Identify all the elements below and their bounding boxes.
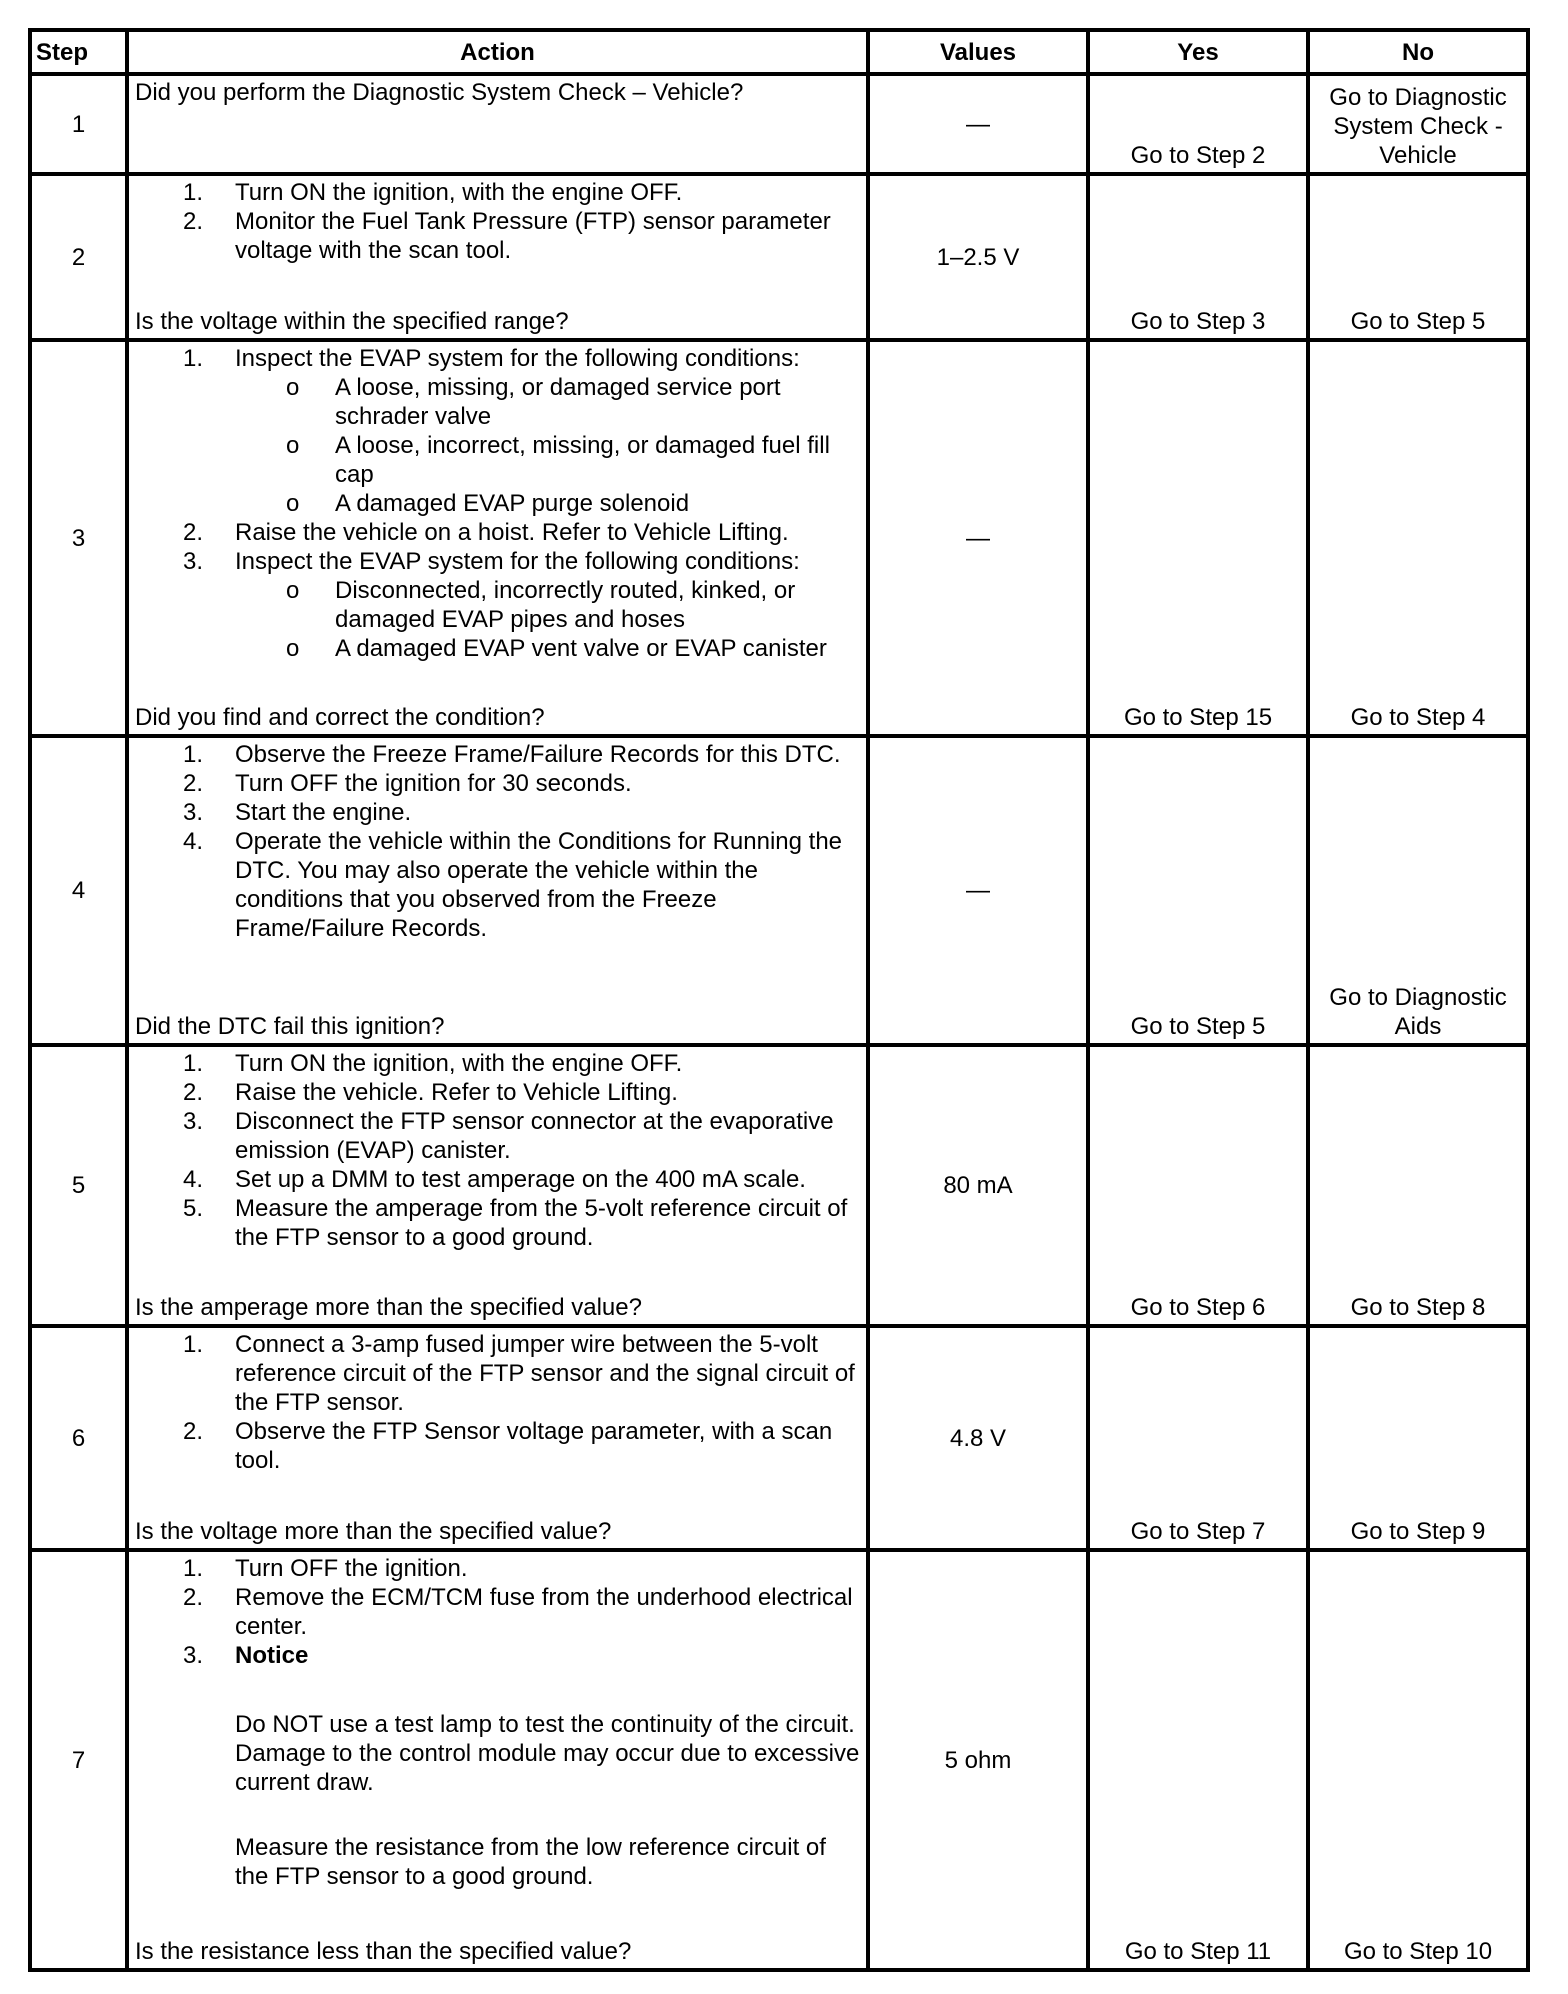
action-cell bbox=[127, 1326, 868, 1550]
no-link[interactable]: Go to Diagnostic Aids bbox=[1308, 736, 1528, 1045]
action-question: Is the voltage more than the specified value? bbox=[135, 1518, 612, 1545]
action-steps bbox=[135, 740, 860, 943]
action-step-item: 1. Turn OFF the ignition. bbox=[183, 1555, 468, 1582]
header-yes: Yes bbox=[1088, 30, 1308, 74]
value-cell: 5 ohm bbox=[868, 1550, 1088, 1970]
action-step-item: 1. Observe the Freeze Frame/Failure Records for this DTC. bbox=[183, 741, 841, 768]
action-steps bbox=[135, 178, 860, 265]
sub-item: o A loose, missing, or damaged service port schrader valve bbox=[286, 374, 781, 430]
value-cell: — bbox=[868, 736, 1088, 1045]
action-step-item: 2. Turn OFF the ignition for 30 seconds. bbox=[183, 770, 632, 797]
action-step-item: 1. Inspect the EVAP system for the following conditions: o A loose, missing, or damaged service port schrader valve o A loose, incorrect, missing, or damaged fuel fill cap o A damaged EVAP purge solenoid bbox=[135, 344, 860, 518]
header-no: No bbox=[1308, 30, 1528, 74]
action-question: Did you perform the Diagnostic System Check – Vehicle? bbox=[135, 79, 744, 106]
value-cell: 4.8 V bbox=[868, 1326, 1088, 1550]
header-step: Step bbox=[30, 30, 127, 74]
action-steps bbox=[135, 1554, 860, 1891]
notice-heading: Notice bbox=[235, 1642, 309, 1669]
action-step-item: 3. Notice Do NOT use a test lamp to test the continuity of the circuit. Damage to the control module may occur due to excessive current draw. Measure the resistance from the low reference circuit of the FTP sensor to a good ground. bbox=[183, 1642, 860, 1890]
no-link[interactable]: Go to Step 10 bbox=[1308, 1550, 1528, 1970]
value-cell: 80 mA bbox=[868, 1045, 1088, 1326]
action-step-item: 1. Turn ON the ignition, with the engine OFF. bbox=[183, 1050, 683, 1077]
action-step-item: 2. Observe the FTP Sensor voltage parameter, with a scan tool. bbox=[183, 1418, 833, 1474]
action-cell bbox=[127, 1550, 868, 1970]
action-step-item: 3. Disconnect the FTP sensor connector at the evaporative emission (EVAP) canister. bbox=[183, 1108, 834, 1164]
value-cell: — bbox=[868, 74, 1088, 174]
notice-text: Do NOT use a test lamp to test the continuity of the circuit. Damage to the control module may occur due to excessive current draw. bbox=[235, 1711, 860, 1796]
value-cell: 1–2.5 V bbox=[868, 174, 1088, 340]
step-number: 5 bbox=[30, 1045, 127, 1326]
table-row bbox=[30, 736, 1528, 1045]
no-link[interactable]: Go to Diagnostic System Check - Vehicle bbox=[1308, 74, 1528, 174]
action-cell bbox=[127, 174, 868, 340]
action-step-item: 5. Measure the amperage from the 5-volt reference circuit of the FTP sensor to a good ground. bbox=[183, 1195, 848, 1251]
action-step-item: 1. Turn ON the ignition, with the engine OFF. bbox=[183, 179, 683, 206]
value-cell: — bbox=[868, 340, 1088, 736]
action-steps bbox=[135, 1049, 860, 1252]
table-row bbox=[30, 1326, 1528, 1550]
action-step-item: 2. Raise the vehicle on a hoist. Refer to Vehicle Lifting. bbox=[183, 519, 789, 546]
header-values: Values bbox=[868, 30, 1088, 74]
action-cell bbox=[127, 736, 868, 1045]
sub-item: o Disconnected, incorrectly routed, kinked, or damaged EVAP pipes and hoses bbox=[286, 577, 796, 633]
action-question: Is the amperage more than the specified value? bbox=[135, 1294, 642, 1321]
action-question: Did the DTC fail this ignition? bbox=[135, 1013, 445, 1040]
step-number: 2 bbox=[30, 174, 127, 340]
no-link[interactable]: Go to Step 4 bbox=[1308, 340, 1528, 736]
action-step-item: 1. Connect a 3-amp fused jumper wire between the 5-volt reference circuit of the FTP sensor and the signal circuit of the FTP sensor. bbox=[183, 1331, 855, 1416]
diagnostic-table-container bbox=[28, 28, 1530, 1972]
header-action: Action bbox=[127, 30, 868, 74]
table-row bbox=[30, 340, 1528, 736]
action-question: Is the resistance less than the specified value? bbox=[135, 1938, 632, 1965]
sub-list bbox=[235, 576, 860, 663]
yes-link[interactable]: Go to Step 5 bbox=[1088, 736, 1308, 1045]
step-number: 1 bbox=[30, 74, 127, 174]
no-link[interactable]: Go to Step 5 bbox=[1308, 174, 1528, 340]
action-steps bbox=[135, 1330, 860, 1475]
action-cell bbox=[127, 1045, 868, 1326]
header-row bbox=[30, 30, 1528, 74]
diagnostic-table bbox=[28, 28, 1530, 1972]
action-question: Did you find and correct the condition? bbox=[135, 704, 545, 731]
step-number: 7 bbox=[30, 1550, 127, 1970]
no-link[interactable]: Go to Step 9 bbox=[1308, 1326, 1528, 1550]
action-step-item: 2. Monitor the Fuel Tank Pressure (FTP) sensor parameter voltage with the scan tool. bbox=[183, 208, 831, 264]
step-number: 3 bbox=[30, 340, 127, 736]
action-steps bbox=[135, 344, 860, 663]
yes-link[interactable]: Go to Step 11 bbox=[1088, 1550, 1308, 1970]
action-step-item: 4. Operate the vehicle within the Conditions for Running the DTC. You may also operate the vehicle within the conditions that you observed from the Freeze Frame/Failure Records. bbox=[183, 828, 843, 942]
action-cell bbox=[127, 74, 868, 174]
yes-link[interactable]: Go to Step 15 bbox=[1088, 340, 1308, 736]
yes-link[interactable]: Go to Step 7 bbox=[1088, 1326, 1308, 1550]
table-row bbox=[30, 1550, 1528, 1970]
step-number: 4 bbox=[30, 736, 127, 1045]
action-step-item: 3. Inspect the EVAP system for the following conditions: o Disconnected, incorrectly routed, kinked, or damaged EVAP pipes and hoses o A damaged EVAP vent valve or EVAP canister bbox=[135, 547, 860, 663]
yes-link[interactable]: Go to Step 6 bbox=[1088, 1045, 1308, 1326]
action-step-item: 3. Start the engine. bbox=[183, 799, 412, 826]
yes-link[interactable]: Go to Step 3 bbox=[1088, 174, 1308, 340]
action-cell bbox=[127, 340, 868, 736]
sub-item: o A damaged EVAP purge solenoid bbox=[286, 490, 690, 517]
sub-item: o A damaged EVAP vent valve or EVAP canister bbox=[286, 635, 827, 662]
table-row bbox=[30, 1045, 1528, 1326]
action-question: Is the voltage within the specified range? bbox=[135, 308, 569, 335]
yes-link[interactable]: Go to Step 2 bbox=[1088, 74, 1308, 174]
step-number: 6 bbox=[30, 1326, 127, 1550]
measure-text: Measure the resistance from the low reference circuit of the FTP sensor to a good ground. bbox=[235, 1834, 826, 1890]
action-step-item: 2. Raise the vehicle. Refer to Vehicle Lifting. bbox=[183, 1079, 678, 1106]
sub-list bbox=[235, 373, 860, 518]
sub-item: o A loose, incorrect, missing, or damaged fuel fill cap bbox=[286, 432, 830, 488]
table-row bbox=[30, 174, 1528, 340]
action-step-item: 4. Set up a DMM to test amperage on the 400 mA scale. bbox=[183, 1166, 806, 1193]
no-link[interactable]: Go to Step 8 bbox=[1308, 1045, 1528, 1326]
action-step-item: 2. Remove the ECM/TCM fuse from the underhood electrical center. bbox=[183, 1584, 853, 1640]
table-row bbox=[30, 74, 1528, 174]
